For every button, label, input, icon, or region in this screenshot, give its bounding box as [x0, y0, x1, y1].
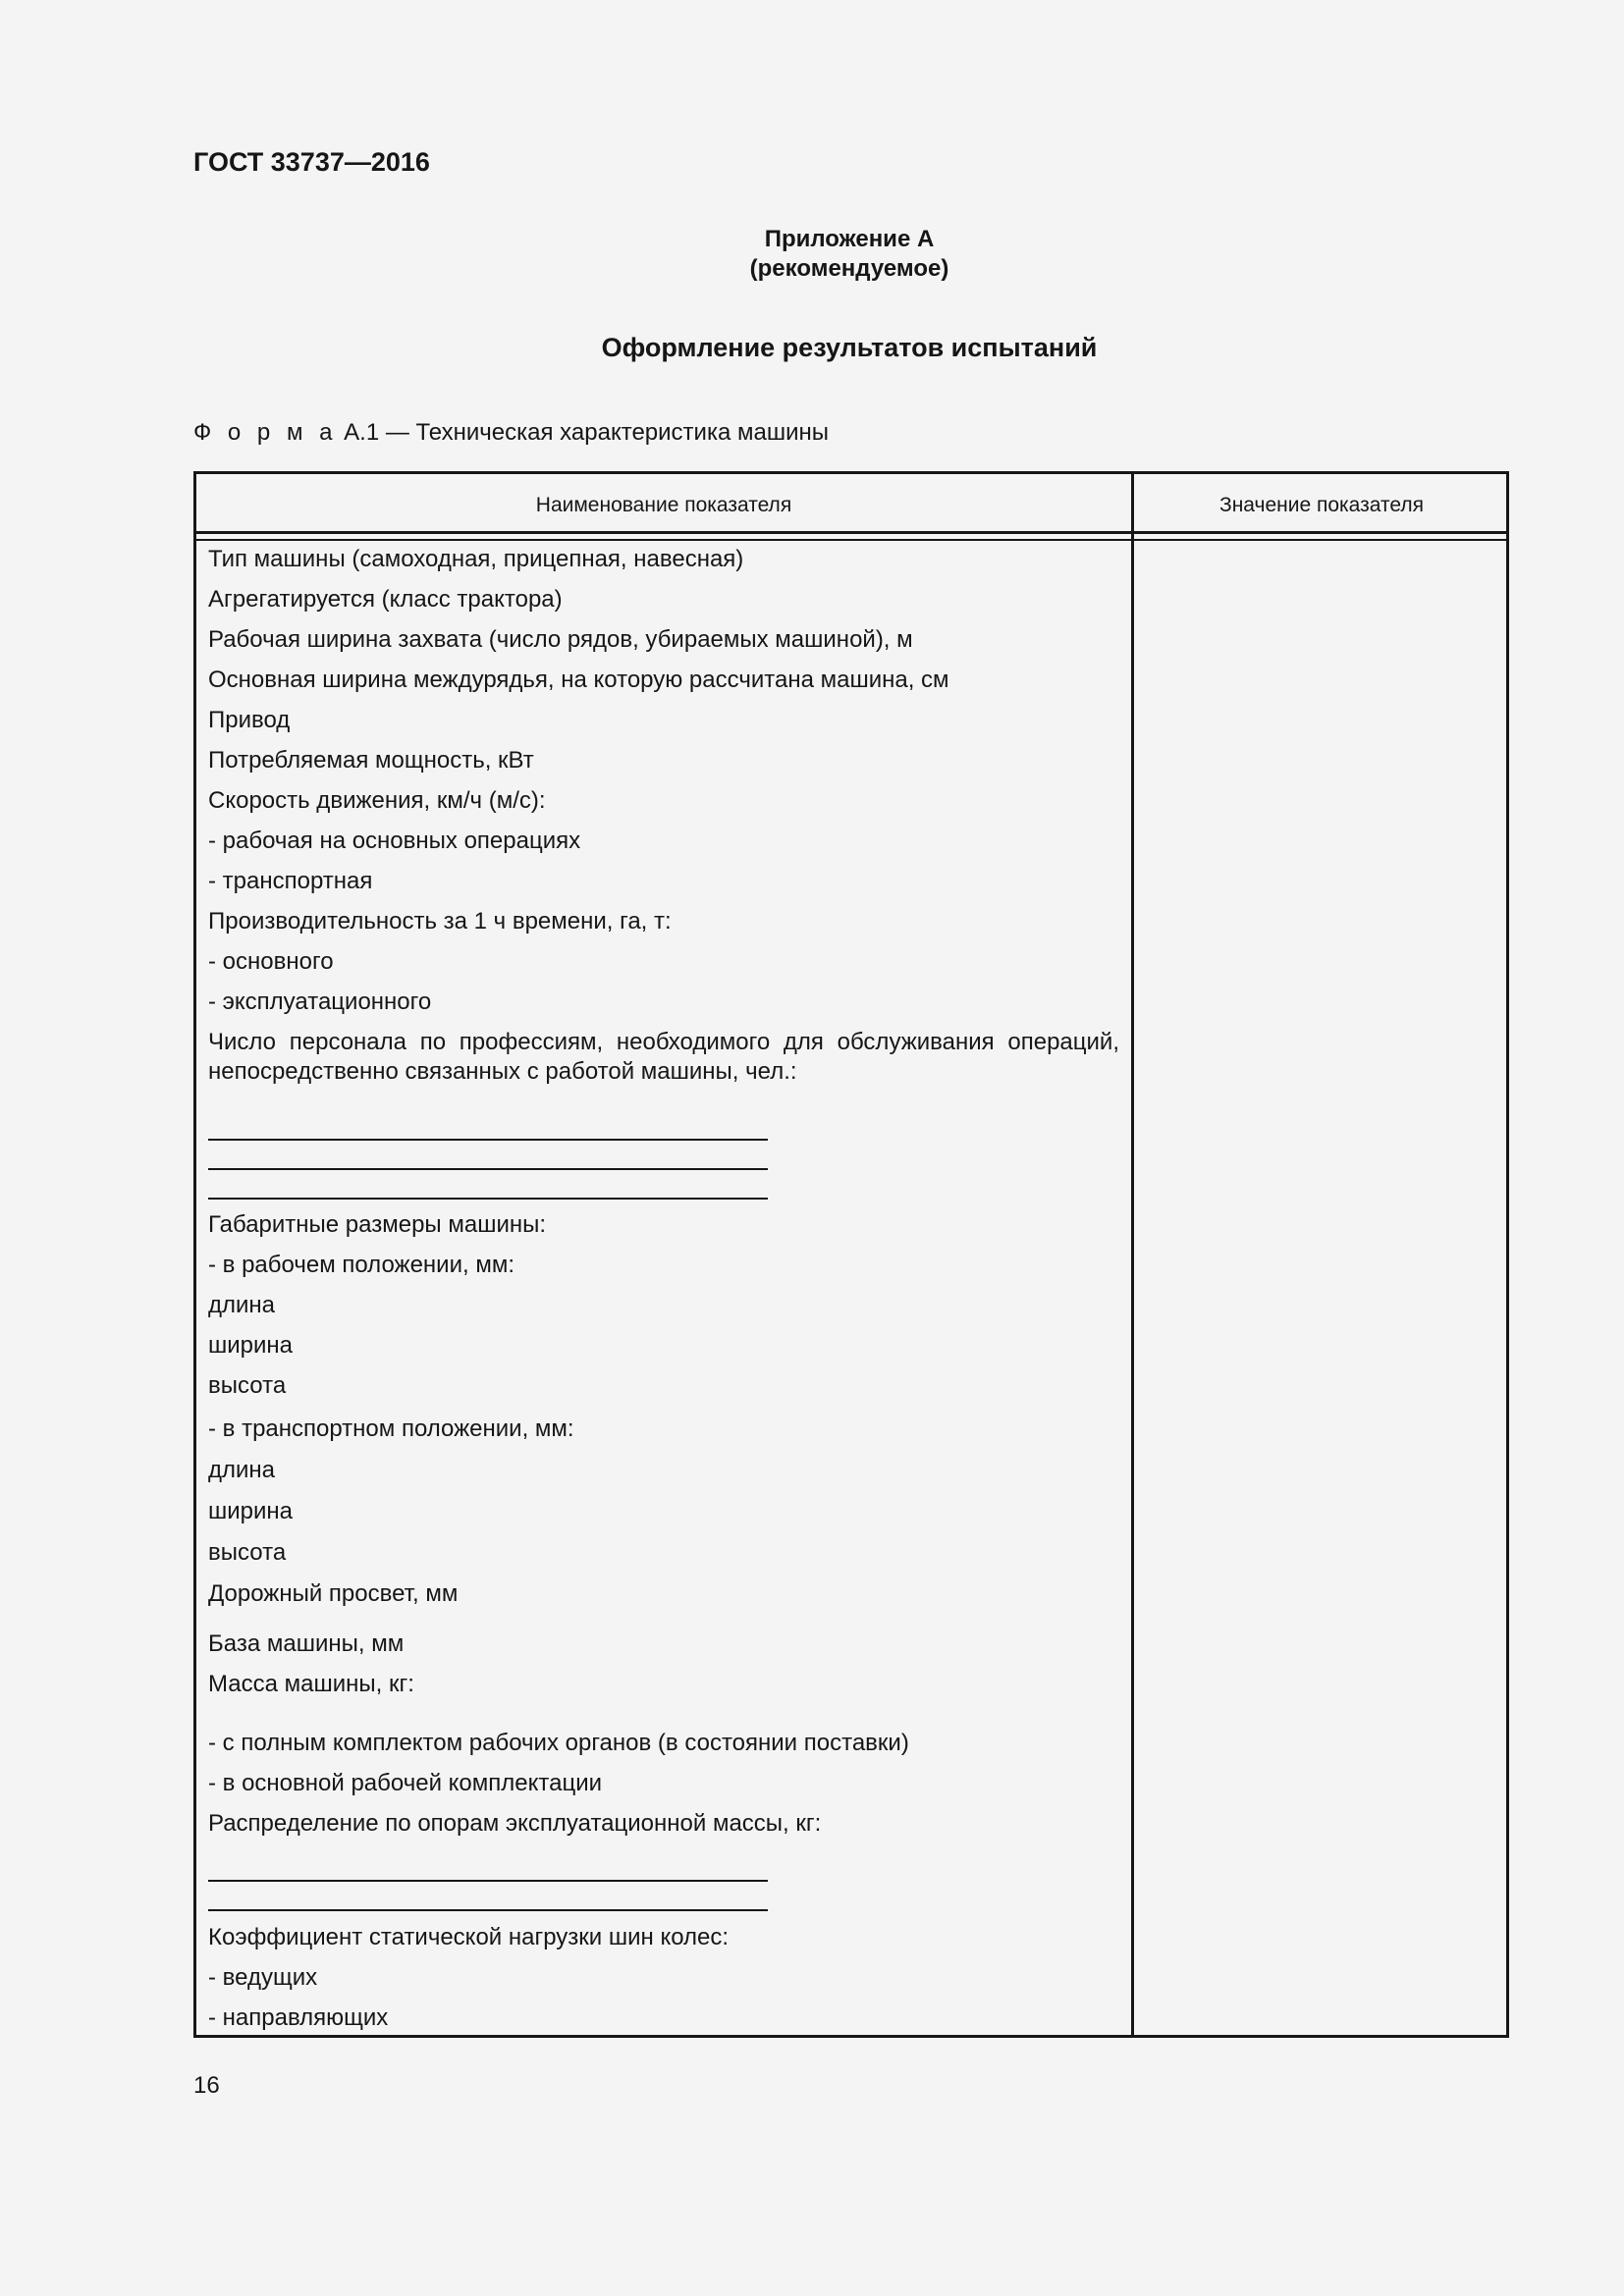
table-row: - транспортная — [208, 868, 373, 894]
blank-entry-line — [208, 1909, 768, 1911]
table-row: Привод — [208, 707, 291, 733]
header-rule-bottom — [196, 539, 1506, 541]
table-row: ширина — [208, 1498, 294, 1524]
table-row: Распределение по опорам эксплуатационной массы, кг: — [208, 1810, 822, 1837]
table-row: Число персонала по профессиям, необходимого для обслуживания операций, непосредственно связанных с работой машины, чел.: — [208, 1029, 1119, 1085]
table-row: Масса машины, кг: — [208, 1671, 414, 1697]
table-row: Рабочая ширина захвата (число рядов, убираемых машиной), м — [208, 626, 913, 653]
blank-entry-line — [208, 1880, 768, 1882]
characteristics-table — [193, 471, 1509, 2038]
table-row: - в рабочем положении, мм: — [208, 1252, 514, 1278]
table-row: - в транспортном положении, мм: — [208, 1415, 574, 1442]
column-header-value: Значение показателя — [1219, 494, 1424, 516]
table-row: Габаритные размеры машины: — [208, 1211, 547, 1238]
table-row: База машины, мм — [208, 1630, 405, 1657]
table-row: длина — [208, 1457, 276, 1483]
table-row: - направляющих — [208, 2004, 389, 2031]
standard-code: ГОСТ 33737—2016 — [193, 147, 430, 177]
table-row: - с полным комплектом рабочих органов (в состоянии поставки) — [208, 1730, 909, 1756]
table-row: высота — [208, 1372, 287, 1399]
table-row: Тип машины (самоходная, прицепная, навесная) — [208, 546, 744, 572]
form-caption-text: А.1 — Техническая характеристика машины — [337, 419, 829, 446]
table-row: - ведущих — [208, 1964, 318, 1991]
table-row: Скорость движения, км/ч (м/с): — [208, 787, 546, 814]
page-number: 16 — [193, 2072, 220, 2099]
form-label: Ф о р м а — [193, 419, 338, 446]
table-row: ширина — [208, 1332, 294, 1359]
table-row: длина — [208, 1292, 276, 1318]
table-row: Агрегатируется (класс трактора) — [208, 586, 563, 613]
table-row: высота — [208, 1539, 287, 1566]
column-header-name: Наименование показателя — [535, 494, 792, 516]
section-title: Оформление результатов испытаний — [601, 333, 1098, 362]
blank-entry-line — [208, 1168, 768, 1170]
table-row: Дорожный просвет, мм — [208, 1580, 459, 1607]
table-row: - эксплуатационного — [208, 988, 432, 1015]
form-caption — [193, 419, 829, 447]
table-row: Производительность за 1 ч времени, га, т: — [208, 908, 672, 934]
table-row: - рабочая на основных операциях — [208, 828, 581, 854]
header-rule-top — [196, 531, 1506, 534]
table-row: - в основной рабочей комплектации — [208, 1770, 603, 1796]
table-row: - основного — [208, 948, 334, 975]
blank-entry-line — [208, 1198, 768, 1200]
appendix-title: Приложение А — [764, 226, 935, 252]
appendix-type: (рекомендуемое) — [749, 255, 949, 282]
table-row: Коэффициент статической нагрузки шин колес: — [208, 1924, 730, 1950]
table-row: Основная ширина междурядья, на которую рассчитана машина, см — [208, 667, 949, 693]
blank-entry-line — [208, 1139, 768, 1141]
column-divider — [1131, 474, 1134, 2035]
table-row: Потребляемая мощность, кВт — [208, 747, 534, 774]
